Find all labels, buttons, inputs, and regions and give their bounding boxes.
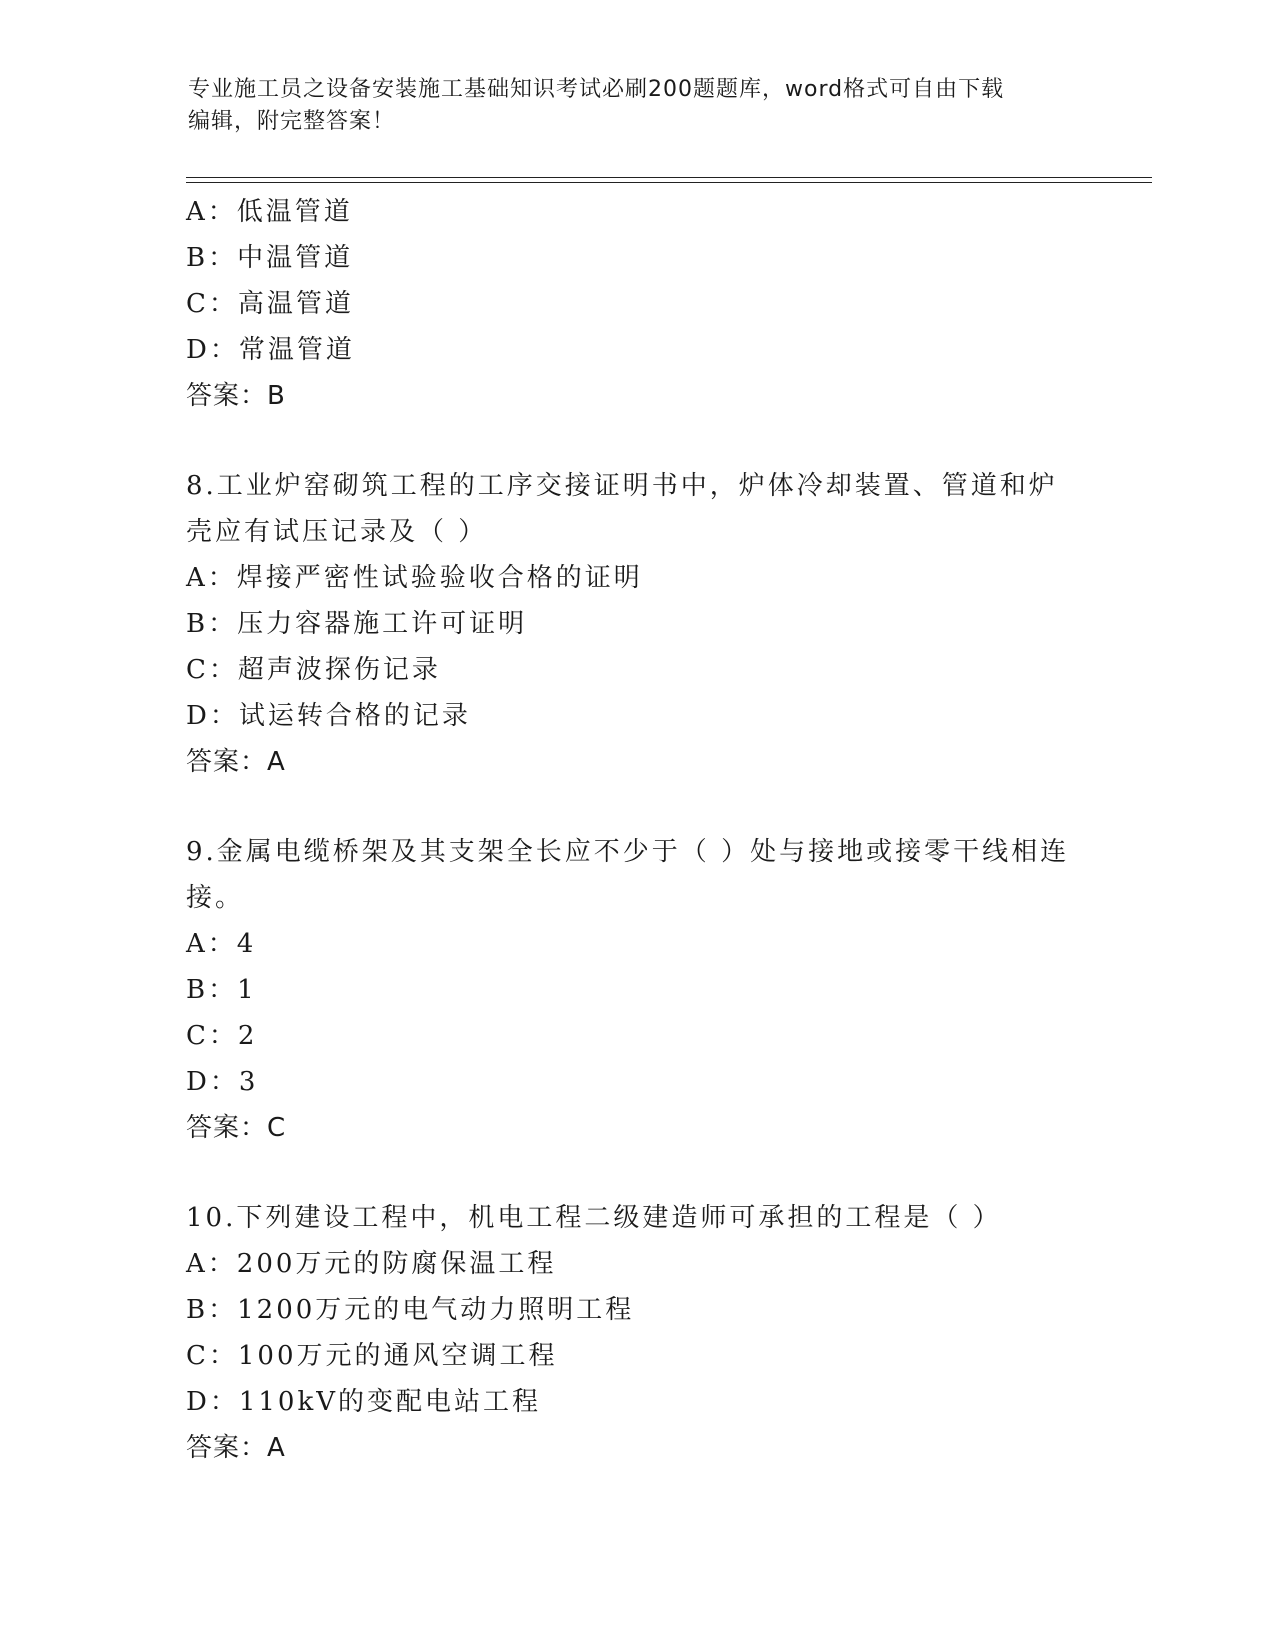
option-a: A：低温管道 (186, 197, 353, 227)
option-b: B：压力容器施工许可证明 (186, 609, 528, 639)
answer: 答案：B (186, 381, 286, 411)
answer: 答案：A (186, 1433, 286, 1463)
option-b: B：1200万元的电气动力照明工程 (186, 1295, 635, 1325)
option-c: C：100万元的通风空调工程 (186, 1341, 558, 1371)
option-b: B：1 (186, 975, 257, 1005)
option-a: A：焊接严密性试验验收合格的证明 (186, 563, 643, 593)
answer: 答案：C (186, 1113, 287, 1143)
question-spacer (186, 419, 1086, 463)
header-divider-top (186, 177, 1152, 178)
option-b: B：中温管道 (186, 243, 354, 273)
document-header (188, 74, 1068, 138)
question-text-line-1: 9.金属电缆桥架及其支架全长应不少于（ ）处与接地或接零干线相连 (186, 837, 1070, 867)
option-d: D：试运转合格的记录 (186, 701, 471, 731)
question-list (186, 189, 1086, 1471)
question-9 (186, 829, 1086, 1151)
answer: 答案：A (186, 747, 286, 777)
question-10 (186, 1195, 1086, 1471)
question-spacer (186, 785, 1086, 829)
option-d: D：3 (186, 1067, 259, 1097)
question-7 (186, 189, 1086, 419)
option-c: C：2 (186, 1021, 258, 1051)
option-d: D：常温管道 (186, 335, 355, 365)
question-text-line-2: 壳应有试压记录及（ ） (186, 517, 488, 547)
header-line-2: 编辑，附完整答案！ (188, 109, 396, 134)
option-d: D：110kV的变配电站工程 (186, 1387, 542, 1417)
question-text-line-2: 接。 (186, 883, 245, 913)
question-8 (186, 463, 1086, 785)
question-text-line-1: 10.下列建设工程中，机电工程二级建造师可承担的工程是（ ） (186, 1203, 1002, 1233)
question-spacer (186, 1151, 1086, 1195)
option-c: C：高温管道 (186, 289, 354, 319)
option-a: A：200万元的防腐保温工程 (186, 1249, 557, 1279)
question-text-line-1: 8.工业炉窑砌筑工程的工序交接证明书中，炉体冷却装置、管道和炉 (186, 471, 1058, 501)
option-a: A：4 (186, 929, 257, 959)
option-c: C：超声波探伤记录 (186, 655, 441, 685)
header-line-1: 专业施工员之设备安装施工基础知识考试必刷200题题库，word格式可自由下载 (188, 77, 1005, 102)
header-divider-bottom (186, 182, 1152, 183)
